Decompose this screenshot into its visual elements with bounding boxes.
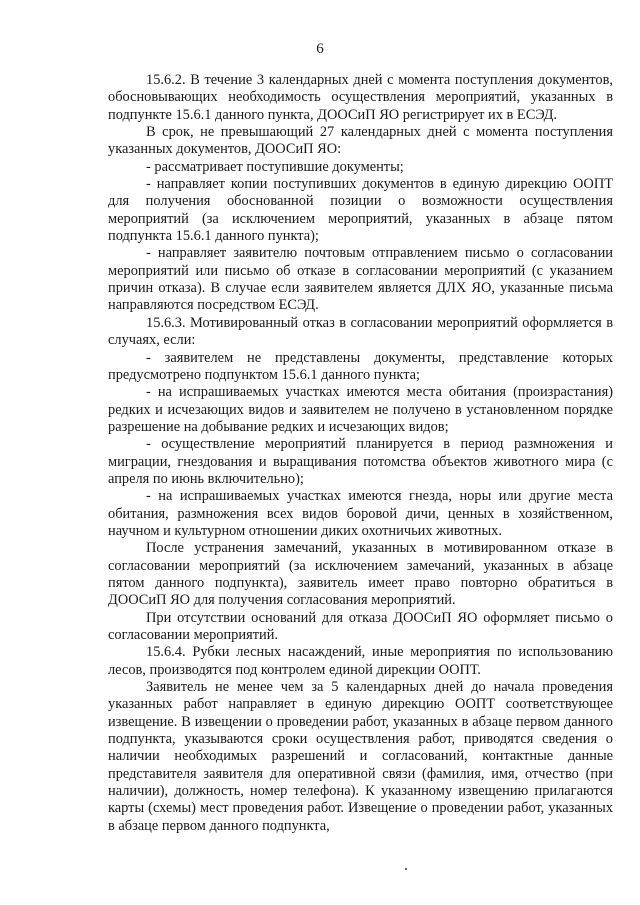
list-item-send-copies: - направляет копии поступивших документов в единую дирекцию ООПТ для получения обоснованной позиции о возможности осуществления мероприятий (за исключением мероприятий, указанных в абзаце пятом подпункта 15.6.1 данного пункта); — [108, 176, 613, 245]
paragraph-term-intro: В срок, не превышающий 27 календарных дней с момента поступления указанных документов, ДООСиП ЯО: — [108, 124, 613, 158]
page-number: 6 — [316, 41, 324, 57]
paragraph-15-6-3: 15.6.3. Мотивированный отказ в согласовании мероприятий оформляется в случаях, если: — [108, 314, 613, 349]
paragraph-notice: Заявитель не менее чем за 5 календарных дней до начала проведения указанных работ направляет в единую дирекцию ООПТ соответствующее извещение. В извещении о проведении работ, указанных в абзаце первом данного подпункта, указываются сроки осуществления работ, приводятся сведения о наличии необходимых разрешений и согласований, контактные данные представителя заявителя для оперативной связи (фамилия, имя, отчество (при наличии), должность, номер телефона). К указанному извещению прилагаются карты (схемы) мест проведения работ. Извещение о проведении работ, указанных в абзаце первом данного подпункта, — [108, 679, 613, 834]
list-item-review: - рассматривает поступившие документы; — [146, 158, 404, 175]
scan-speck — [405, 868, 407, 870]
list-item-no-documents: - заявителем не представлены документы, представление которых предусмотрено подпунктом 15.6.1 данного пункта; — [108, 349, 613, 383]
paragraph-15-6-4: 15.6.4. Рубки лесных насаждений, иные мероприятия по использованию лесов, производятся под контролем единой дирекции ООПТ. — [108, 644, 613, 678]
paragraph-no-grounds: При отсутствии оснований для отказа ДООСиП ЯО оформляет письмо о согласовании мероприятий. — [108, 609, 613, 643]
paragraph-15-6-2: 15.6.2. В течение 3 календарных дней с момента поступления документов, обосновывающих необходимость осуществления мероприятий, указанных в подпункте 15.6.1 данного пункта, ДООСиП ЯО регистрирует их в ЕСЭД. — [108, 72, 613, 123]
document-body — [108, 72, 613, 835]
list-item-nests: - на испрашиваемых участках имеются гнезда, норы или другие места обитания, размножения всех видов боровой дичи, ценных в хозяйственном, научном и культурном отношении диких охотничьих животных. — [108, 488, 613, 539]
list-item-send-letter: - направляет заявителю почтовым отправлением письмо о согласовании мероприятий или письмо об отказе в согласовании мероприятий (с указанием причин отказа). В случае если заявителем является ДЛХ ЯО, указанные письма направляются посредством ЕСЭД. — [108, 245, 613, 314]
list-item-breeding-period: - осуществление мероприятий планируется в период размножения и миграции, гнездования и выращивания потомства объектов животного мира (с апреля по июнь включительно); — [108, 436, 613, 487]
list-item-rare-species: - на испрашиваемых участках имеются места обитания (произрастания) редких и исчезающих видов и заявителем не получено в установленном порядке разрешение на добывание редких и исчезающих видов; — [108, 384, 613, 435]
paragraph-after-remarks: После устранения замечаний, указанных в мотивированном отказе в согласовании мероприятий (за исключением замечаний, указанных в абзаце пятом данного подпункта), заявитель имеет право повторно обратиться в ДООСиП ЯО для получения согласования мероприятий. — [108, 540, 613, 609]
